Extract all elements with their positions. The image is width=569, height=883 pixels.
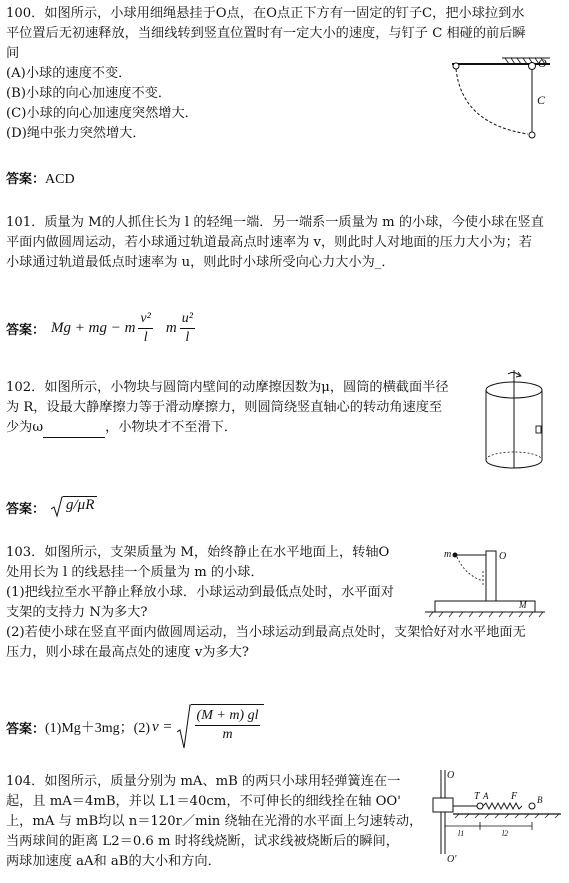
- sqrt-sign-icon: [51, 496, 63, 518]
- q101-fraction-1: [138, 310, 152, 347]
- q100-fig-label-c: C: [537, 93, 546, 107]
- q103-line-6: 压力，则小球在最高点处的速度 v为多大?: [6, 645, 249, 660]
- q100-fig-label-o: O: [538, 56, 547, 70]
- q100-option-b: (B)小球的向心加速度不变．: [6, 86, 172, 101]
- q101-answer-expr: Mg + mg − m: [51, 319, 136, 336]
- q103-sqrt-num: (M + m) gl: [195, 707, 261, 726]
- q101-answer: [6, 308, 198, 348]
- q103-line-5: (2)若使小球在竖直平面内做圆周运动，当小球运动到最高点处时，支架恰好对水平地面无: [6, 625, 526, 640]
- q101-line-2: 平面内做圆周运动，若小球通过轨道最高点时速率为 v，则此时人对地面的压力大小为；若: [6, 235, 532, 250]
- q103-fig-label-o: O: [499, 551, 507, 562]
- q103-sqrt-den: m: [222, 727, 233, 742]
- q101-answer-label: 答案：: [6, 322, 46, 338]
- q104-line-4: 当两球间的距离 L2＝0.6 m 时将线烧断，试求线被烧断后的瞬间，: [6, 834, 399, 849]
- q103-answer-v: v =: [152, 718, 173, 735]
- q100-option-d: (D)绳中张力突然增大．: [6, 126, 146, 141]
- q104-fig-label-a: A: [483, 791, 489, 801]
- q103-line-2: 处用长为 l 的线悬挂一个质量为 m 的小球．: [6, 565, 264, 580]
- q104-line-3: 上，mA 与 mB均以 n＝120r／min 绕轴在光滑的水平面上匀速转动，: [6, 814, 423, 829]
- q104-text: [6, 772, 422, 872]
- q102-answer: [6, 494, 97, 520]
- q103-fig-label-M: M: [519, 600, 527, 610]
- q101-frac1-num: v²: [138, 310, 152, 329]
- q102-line-3: 少为ω: [6, 420, 44, 435]
- q100-line-3: 间: [6, 46, 20, 61]
- q103-answer: [6, 704, 264, 750]
- q102-blank: [43, 424, 105, 438]
- q104-fig-label-b: B: [537, 795, 543, 805]
- q104-fig-label-l2: l2: [502, 829, 509, 838]
- q102-sqrt-content: g/μR: [63, 496, 97, 518]
- q100-answer-value: ACD: [45, 172, 75, 187]
- q102-cylinder-figure: [478, 368, 558, 478]
- q100-line-1: 100．如图所示，小球用细绳悬挂于O点，在O点正下方有一固定的钉子C，把小球拉到水: [6, 6, 525, 21]
- q101-text: [6, 213, 544, 273]
- q104-line-5: 两球加速度 aA和 aB的大小和方向．: [6, 854, 221, 869]
- q103-sqrt-content: [191, 704, 265, 750]
- q102-sqrt: [51, 496, 97, 518]
- q104-axis-figure: [425, 766, 565, 864]
- q104-fig-label-o: O: [447, 770, 455, 781]
- q100-pendulum-figure: [440, 52, 560, 152]
- q100-option-a: (A)小球的速度不变．: [6, 66, 132, 81]
- q103-line-4: 支架的支持力 N为多大?: [6, 605, 148, 620]
- q101-fraction-2: [180, 310, 195, 347]
- q101-frac2-num: u²: [180, 310, 195, 329]
- q100-answer-label: 答案：: [6, 172, 46, 187]
- q103-sqrt: [177, 704, 265, 750]
- q103-line-1: 103．如图所示，支架质量为 M，始终静止在水平地面上，转轴O: [6, 545, 390, 560]
- q100-option-c: (C)小球的向心加速度突然增大．: [6, 106, 198, 121]
- q103-fig-label-m: m: [444, 549, 452, 560]
- q101-line-3: 小球通过轨道最低点时速率为 u，则此时小球所受向心力大小为_．: [6, 255, 395, 270]
- q104-fig-label-o-prime: O': [447, 854, 457, 864]
- q103-sqrt-fraction: [195, 707, 261, 744]
- q102-answer-label: 答案：: [6, 501, 46, 517]
- q101-frac1-den: l: [143, 329, 148, 345]
- q101-answer-m: m: [165, 319, 177, 336]
- q102-text: [6, 378, 449, 438]
- q103-answer-part1: (1)Mg＋3mg；(2): [45, 721, 151, 736]
- q104-fig-label-f: F: [511, 791, 518, 802]
- q104-line-2: 起，且 mA＝4mB，并以 L1＝40cm，不可伸长的细线拴在轴 OO': [6, 794, 401, 809]
- q103-stand-figure: [425, 545, 560, 620]
- q104-line-1: 104．如图所示，质量分别为 mA、mB 的两只小球用轻弹簧连在一: [6, 774, 401, 789]
- sqrt-sign-icon: [177, 704, 191, 750]
- q104-fig-label-l1: l1: [458, 829, 465, 838]
- q102-line-3-wrap: [6, 418, 449, 438]
- q100-answer: [6, 170, 75, 190]
- q102-line-1: 102．如图所示，小物块与圆筒内壁间的动摩擦因数为μ，圆筒的横截面半径: [6, 380, 449, 395]
- q102-line-3-tail: ，小物块才不至滑下．: [105, 420, 238, 435]
- q102-line-2: 为 R，设最大静摩擦力等于滑动摩擦力，则圆筒绕竖直轴心的转动角速度至: [6, 400, 443, 415]
- q101-line-1: 101．质量为 M的人抓住长为 l 的轻绳一端．另一端系一质量为 m 的小球，今使小球在竖直: [6, 215, 544, 230]
- q101-frac2-den: l: [185, 329, 190, 345]
- q103-line-3: (1)把线拉至水平静止释放小球．小球运动到最低点处时，水平面对: [6, 585, 394, 600]
- q103-answer-label: 答案：: [6, 721, 46, 737]
- q104-fig-label-t: T: [474, 791, 480, 802]
- q100-line-2: 平位置后无初速释放，当细线转到竖直位置时有一定大小的速度，与钉子 C 相碰的前后瞬: [6, 26, 526, 41]
